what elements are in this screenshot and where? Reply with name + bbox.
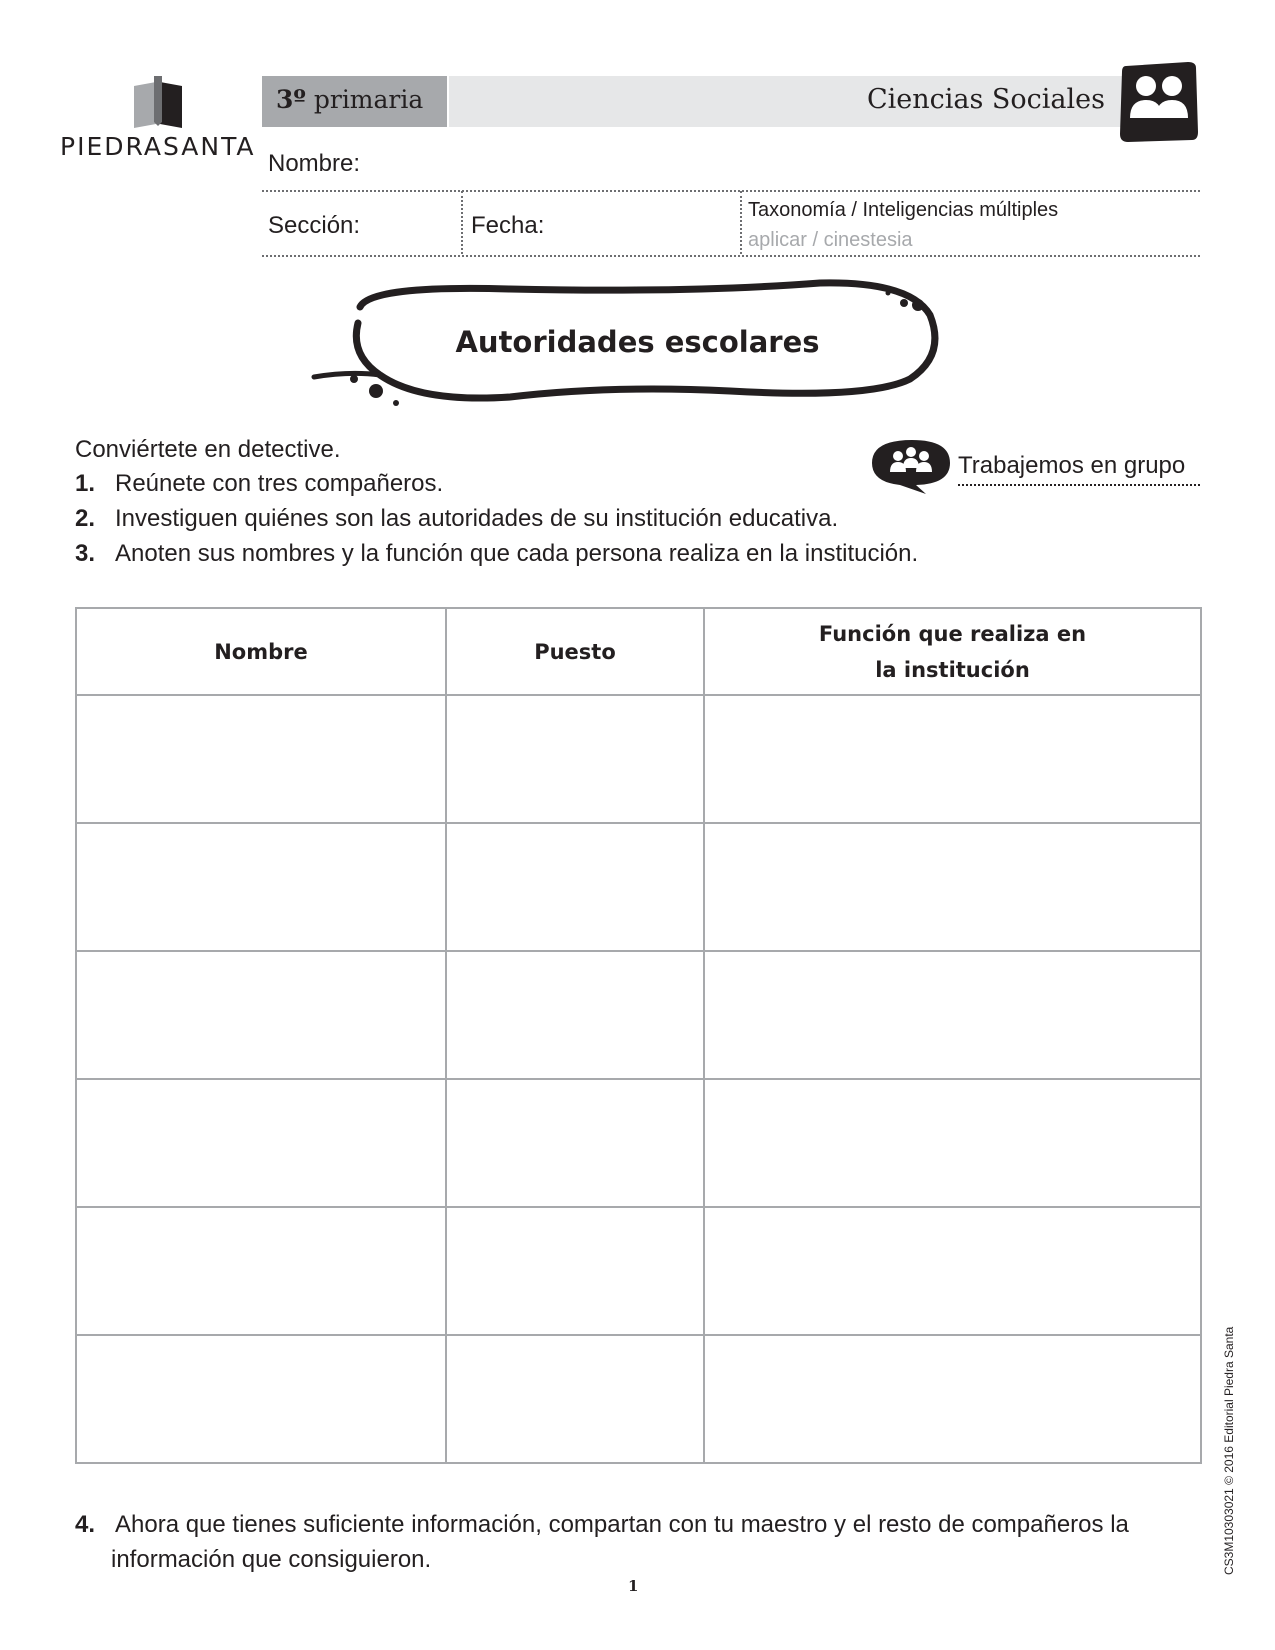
header-puesto: Puesto <box>446 608 704 695</box>
badge-underline <box>958 484 1200 486</box>
field-divider <box>461 191 463 254</box>
brand-name: PIEDRASANTA <box>60 132 256 161</box>
step-4-line1: Ahora que tienes suficiente información, compartan con tu maestro y el resto de compañeros la <box>115 1511 1129 1538</box>
table-row <box>76 823 1201 951</box>
field-divider <box>740 191 742 254</box>
authorities-table <box>75 607 1202 1464</box>
table-row <box>76 1335 1201 1463</box>
taxonomy-value: aplicar / cinestesia <box>748 229 913 251</box>
step-text: Reúnete con tres compañeros. <box>115 470 444 497</box>
cell-funcion[interactable] <box>704 1079 1201 1207</box>
step-number: 2. <box>75 505 96 532</box>
step-text: Anoten sus nombres y la función que cada persona realiza en la institución. <box>115 540 919 567</box>
page-number: 1 <box>628 1577 639 1595</box>
copyright-code: CS3M10303021 © 2016 Editorial Piedra Santa <box>1222 1326 1236 1575</box>
name-line <box>262 190 1200 192</box>
grade-word: primaria <box>313 85 424 114</box>
header-nombre: Nombre <box>76 608 446 695</box>
header-funcion-line2: la institución <box>875 657 1030 682</box>
group-work-badge <box>870 438 1200 494</box>
cell-nombre[interactable] <box>76 823 446 951</box>
grade-number: 3º <box>276 85 306 114</box>
step-number: 3. <box>75 540 96 567</box>
cell-nombre[interactable] <box>76 1079 446 1207</box>
table-row <box>76 1079 1201 1207</box>
instruction-step <box>75 540 918 568</box>
step-number: 4. <box>75 1511 96 1538</box>
cell-nombre[interactable] <box>76 1335 446 1463</box>
title-banner <box>310 275 965 410</box>
table-row <box>76 951 1201 1079</box>
table-row <box>76 1207 1201 1335</box>
book-logo-icon <box>130 76 186 128</box>
table-header-row <box>76 608 1201 695</box>
publisher-logo <box>60 70 260 165</box>
cell-nombre[interactable] <box>76 695 446 823</box>
header-funcion-line1: Función que realiza en <box>818 621 1087 646</box>
instructions-intro: Conviértete en detective. <box>75 436 341 463</box>
date-label: Fecha: <box>471 212 545 239</box>
subject-title: Ciencias Sociales <box>866 84 1105 115</box>
cell-puesto[interactable] <box>446 1079 704 1207</box>
table-row <box>76 695 1201 823</box>
taxonomy-label: Taxonomía / Inteligencias múltiples <box>748 199 1059 221</box>
grade-box <box>262 76 447 127</box>
instruction-step <box>75 505 838 533</box>
step-4-line2: información que consiguieron. <box>111 1546 432 1573</box>
header-funcion <box>704 608 1201 695</box>
group-chat-icon <box>870 438 954 494</box>
cell-puesto[interactable] <box>446 1207 704 1335</box>
subject-bar <box>449 76 1129 127</box>
section-line <box>262 255 1200 257</box>
cell-puesto[interactable] <box>446 823 704 951</box>
cell-funcion[interactable] <box>704 1335 1201 1463</box>
cell-nombre[interactable] <box>76 1207 446 1335</box>
cell-funcion[interactable] <box>704 695 1201 823</box>
cell-funcion[interactable] <box>704 1207 1201 1335</box>
cell-puesto[interactable] <box>446 1335 704 1463</box>
cell-nombre[interactable] <box>76 951 446 1079</box>
step-text: Investiguen quiénes son las autoridades de su institución educativa. <box>115 505 839 532</box>
instruction-step <box>75 470 443 498</box>
cell-puesto[interactable] <box>446 695 704 823</box>
cell-funcion[interactable] <box>704 823 1201 951</box>
section-label: Sección: <box>268 212 361 239</box>
cell-funcion[interactable] <box>704 951 1201 1079</box>
step-4 <box>75 1507 1205 1577</box>
group-work-label: Trabajemos en grupo <box>958 452 1186 479</box>
step-number: 1. <box>75 470 96 497</box>
name-label: Nombre: <box>268 150 361 177</box>
cell-puesto[interactable] <box>446 951 704 1079</box>
worksheet-title: Autoridades escolares <box>455 325 820 359</box>
group-icon <box>1118 60 1200 146</box>
